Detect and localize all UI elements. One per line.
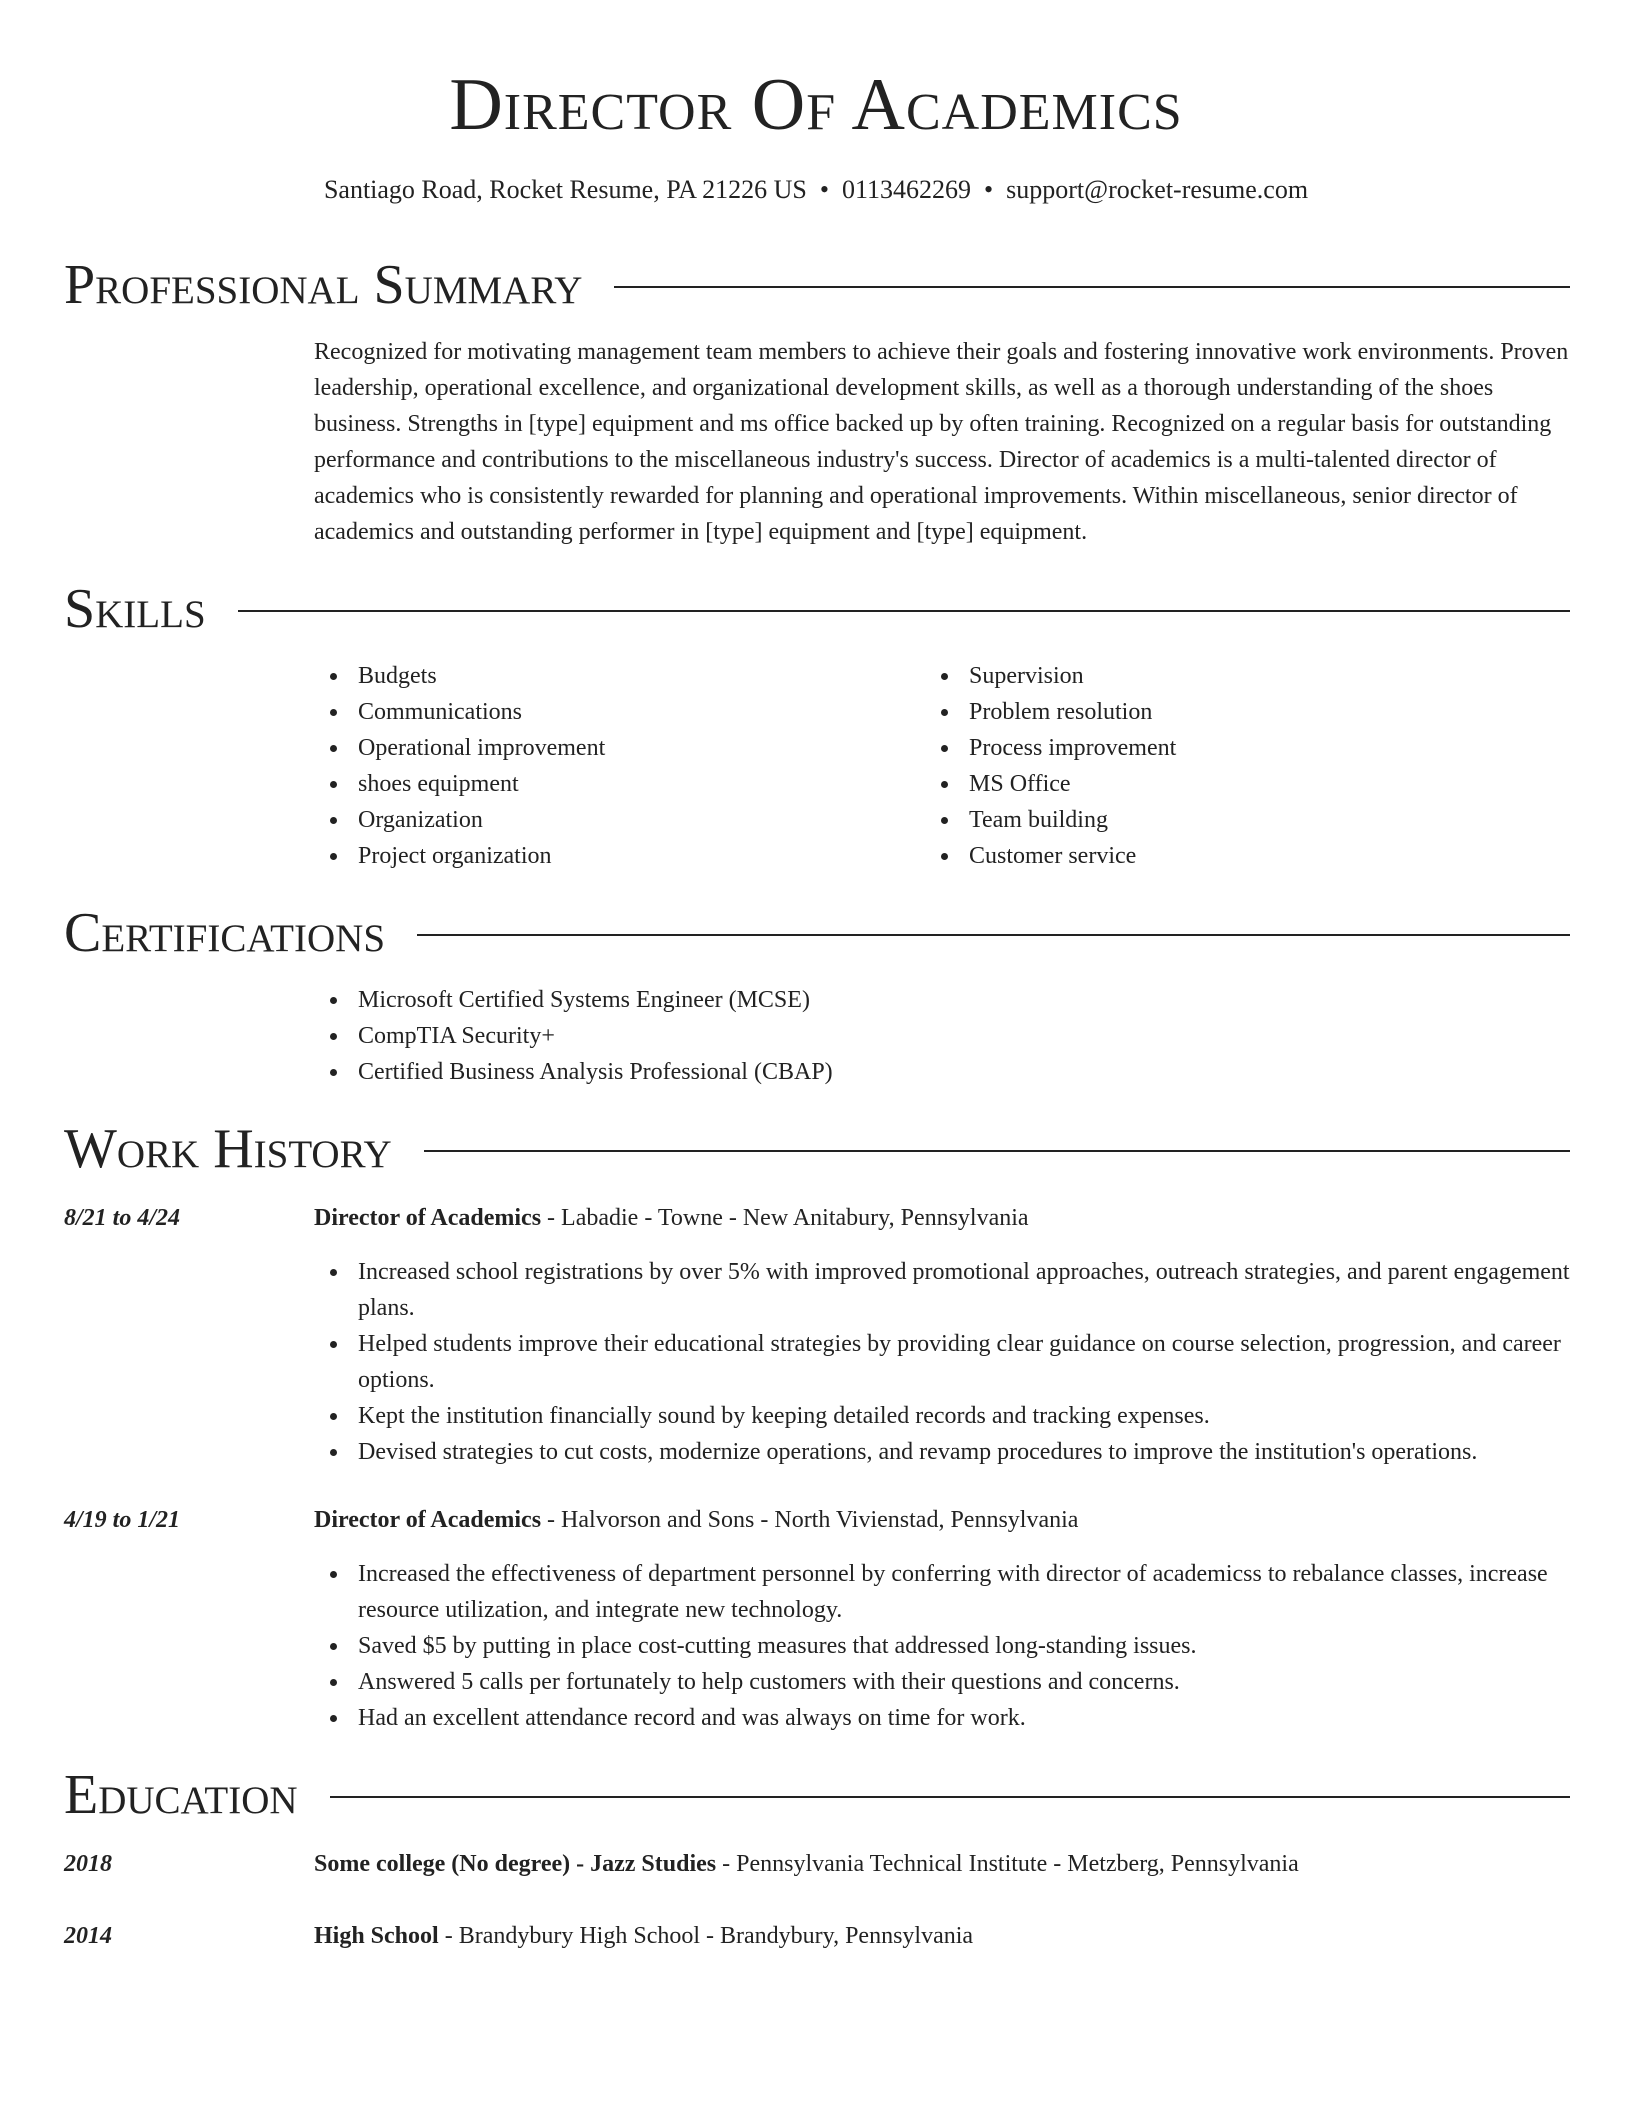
- certifications-section-header: [64, 898, 1570, 968]
- summary-text: Recognized for motivating management team members to achieve their goals and fostering innovative work environments. Proven leadership, operational excellence, and organizational development skills, as well as a thorough understanding of the shoes business. Strengths in [type] equipment and ms office backed up by often training. Recognized on a regular basis for outstanding performance and contributions to the miscellaneous industry's success. Director of academics is a multi-talented director of academics who is consistently rewarded for planning and operational improvements. Within miscellaneous, senior director of academics and outstanding performer in [type] equipment and [type] equipment.: [314, 339, 1569, 545]
- job-heading: [314, 1200, 1570, 1236]
- education-year: 2018: [64, 1851, 112, 1877]
- skills-section-title: Skills: [64, 578, 206, 640]
- resume-name: Director Of Academics: [449, 64, 1183, 146]
- job-bullet: Had an excellent attendance record and was always on time for work.: [314, 1700, 1570, 1736]
- summary-section-header: [64, 250, 1570, 320]
- job-employer: - Labadie - Towne - New Anitabury, Pennsylvania: [541, 1205, 1029, 1231]
- section-divider: [424, 1150, 1570, 1152]
- job-bullets: [314, 1254, 1570, 1470]
- education-year: 2014: [64, 1923, 112, 1949]
- skills-column-left: [314, 658, 874, 874]
- job-bullet: Helped students improve their educational strategies by providing clear guidance on course selection, progression, and career options.: [314, 1326, 1570, 1398]
- job-bullet: Devised strategies to cut costs, modernize operations, and revamp procedures to improve the institution's operations.: [314, 1434, 1570, 1470]
- certification-item: CompTIA Security+: [314, 1018, 1570, 1054]
- contact-separator: •: [984, 175, 994, 204]
- education-degree: High School: [314, 1923, 439, 1949]
- skill-item: Operational improvement: [314, 730, 874, 766]
- job-bullet: Kept the institution financially sound by keeping detailed records and tracking expenses.: [314, 1398, 1570, 1434]
- skills-section-header: [64, 574, 1570, 644]
- job-dates: 8/21 to 4/24: [64, 1205, 181, 1231]
- skill-item: Problem resolution: [925, 694, 1485, 730]
- certification-item: Certified Business Analysis Professional (CBAP): [314, 1054, 1570, 1090]
- job-title: Director of Academics: [314, 1205, 542, 1231]
- contact-phone: 0113462269: [841, 175, 972, 204]
- work-section-header: [64, 1114, 1570, 1184]
- contact-line: [0, 172, 1632, 208]
- skill-item: shoes equipment: [314, 766, 874, 802]
- job-bullets: [314, 1556, 1570, 1736]
- education-heading: [314, 1918, 1570, 1954]
- job-bullet: Increased the effectiveness of department personnel by conferring with director of academicss to rebalance classes, increase resource utilization, and integrate new technology.: [314, 1556, 1570, 1628]
- contact-email: support@rocket-resume.com: [1006, 175, 1309, 204]
- skill-item: Customer service: [925, 838, 1485, 874]
- job-title: Director of Academics: [314, 1507, 542, 1533]
- skill-item: MS Office: [925, 766, 1485, 802]
- summary-section-title: Professional Summary: [64, 254, 583, 316]
- contact-address: Santiago Road, Rocket Resume, PA 21226 US: [323, 175, 807, 204]
- skill-item: Supervision: [925, 658, 1485, 694]
- skill-item: Project organization: [314, 838, 874, 874]
- work-section-title: Work History: [64, 1118, 392, 1180]
- job-bullet: Answered 5 calls per fortunately to help customers with their questions and concerns.: [314, 1664, 1570, 1700]
- education-degree: Some college (No degree) - Jazz Studies: [314, 1851, 717, 1877]
- job-bullet: Increased school registrations by over 5% with improved promotional approaches, outreach strategies, and parent engagement plans.: [314, 1254, 1570, 1326]
- education-section-header: [64, 1760, 1570, 1830]
- education-section-title: Education: [64, 1764, 298, 1826]
- job-dates: 4/19 to 1/21: [64, 1507, 181, 1533]
- skills-column-right: [925, 658, 1485, 874]
- education-school: - Pennsylvania Technical Institute - Metzberg, Pennsylvania: [716, 1851, 1299, 1877]
- skill-item: Organization: [314, 802, 874, 838]
- job-employer: - Halvorson and Sons - North Vivienstad, Pennsylvania: [541, 1507, 1079, 1533]
- job-bullet: Saved $5 by putting in place cost-cutting measures that addressed long-standing issues.: [314, 1628, 1570, 1664]
- section-divider: [330, 1796, 1570, 1798]
- section-divider: [417, 934, 1570, 936]
- section-divider: [614, 286, 1570, 288]
- skill-item: Budgets: [314, 658, 874, 694]
- skill-item: Process improvement: [925, 730, 1485, 766]
- certification-item: Microsoft Certified Systems Engineer (MCSE): [314, 982, 1570, 1018]
- contact-separator: •: [819, 175, 829, 204]
- section-divider: [238, 610, 1570, 612]
- education-school: - Brandybury High School - Brandybury, Pennsylvania: [438, 1923, 974, 1949]
- job-heading: [314, 1502, 1570, 1538]
- education-heading: [314, 1846, 1570, 1882]
- skill-item: Communications: [314, 694, 874, 730]
- skill-item: Team building: [925, 802, 1485, 838]
- certifications-list: [314, 982, 1570, 1090]
- certifications-section-title: Certifications: [64, 902, 386, 964]
